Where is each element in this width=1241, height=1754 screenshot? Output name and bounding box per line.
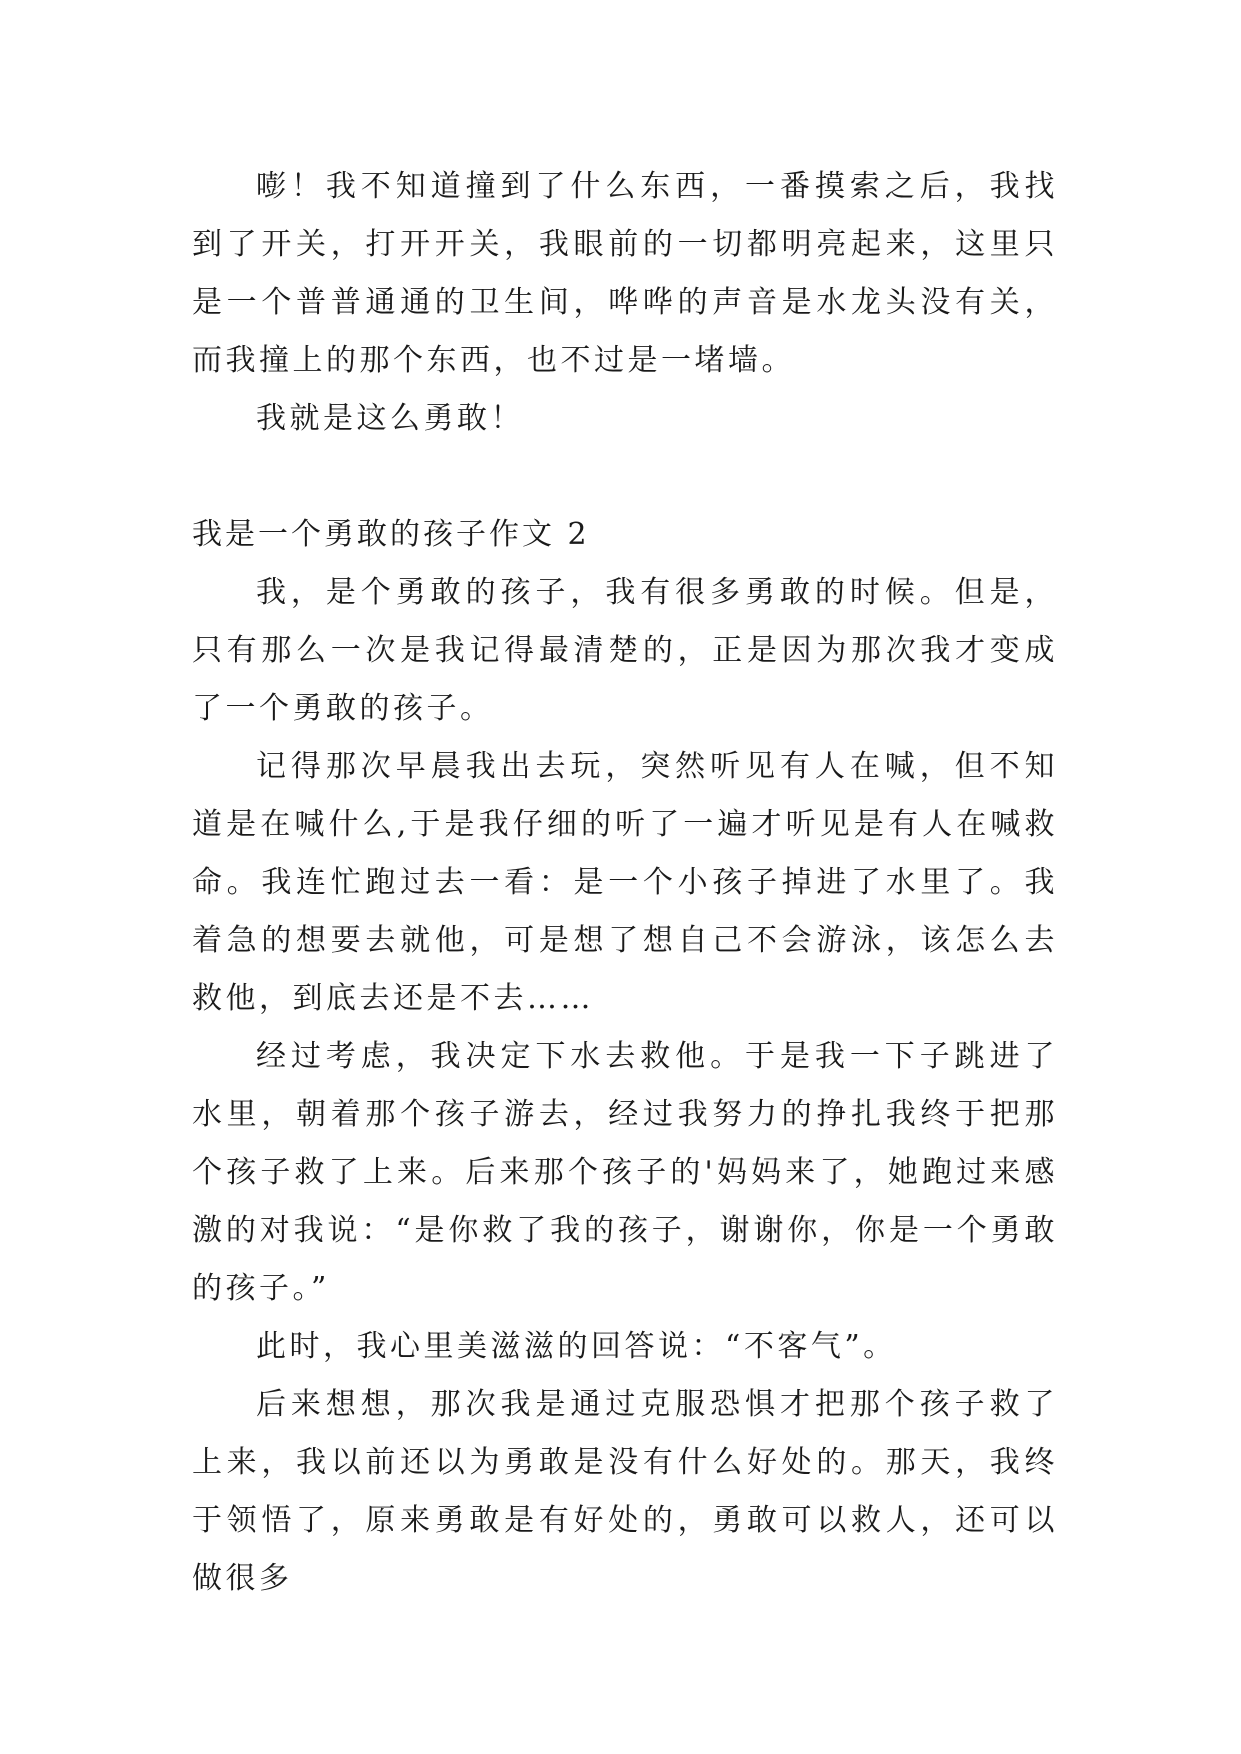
paragraph: 此时，我心里美滋滋的回答说：“不客气”。	[256, 1329, 897, 1364]
paragraph: 经过考虑，我决定下水去救他。于是我一下子跳进了水里，朝着那个孩子游去，经过我努力的挣扎我终于把那个孩子救了上来。后来那个孩子的'妈妈来了，她跑过来感激的对我说：“是你救了我的孩子，谢谢你，你是一个勇敢的孩子。”	[192, 1039, 1058, 1306]
paragraph: 后来想想，那次我是通过克服恐惧才把那个孩子救了上来，我以前还以为勇敢是没有什么好处的。那天，我终于领悟了，原来勇敢是有好处的，勇敢可以救人，还可以做很多	[192, 1387, 1058, 1596]
paragraph: 记得那次早晨我出去玩，突然听见有人在喊，但不知道是在喊什么,于是我仔细的听了一遍才听见是有人在喊救命。我连忙跑过去一看：是一个小孩子掉进了水里了。我着急的想要去就他，可是想了想自己不会游泳，该怎么去救他，到底去还是不去……	[192, 749, 1058, 1016]
paragraph: 我，是个勇敢的孩子，我有很多勇敢的时候。但是，只有那么一次是我记得最清楚的，正是因为那次我才变成了一个勇敢的孩子。	[192, 575, 1058, 726]
section-heading: 我是一个勇敢的孩子作文 2	[192, 517, 590, 552]
paragraph: 嘭！我不知道撞到了什么东西，一番摸索之后，我找到了开关，打开开关，我眼前的一切都明亮起来，这里只是一个普普通通的卫生间，哗哗的声音是水龙头没有关，而我撞上的那个东西，也不过是一堵墙。	[192, 169, 1058, 378]
document-body	[192, 158, 1058, 1608]
paragraph: 我就是这么勇敢！	[256, 401, 524, 436]
